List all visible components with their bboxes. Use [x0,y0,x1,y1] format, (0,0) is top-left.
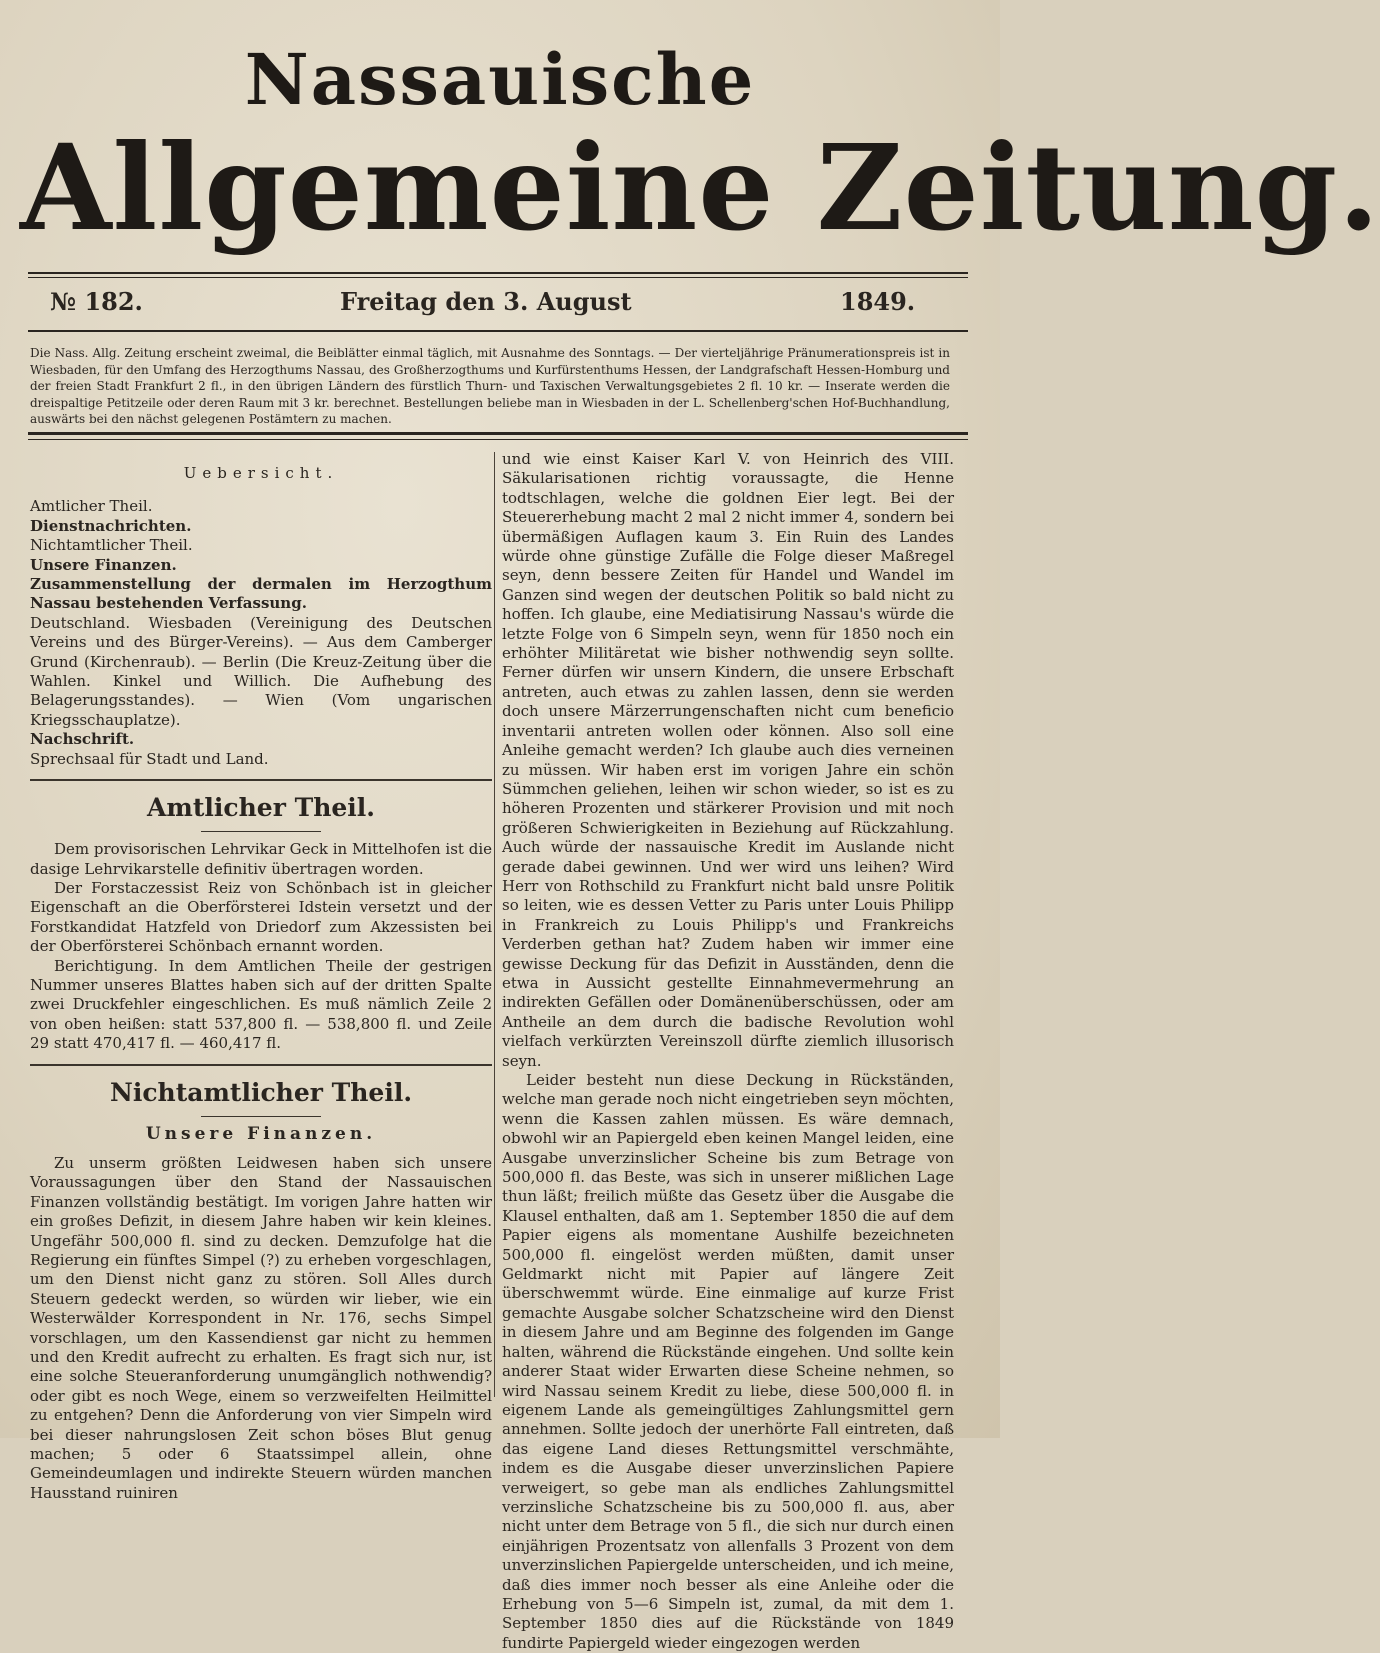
section-rule [30,779,492,781]
issue-date: Freitag den 3. August [340,287,632,316]
issue-year: 1849. [840,287,916,316]
masthead-rule-thin [28,277,968,278]
toc-item: Deutschland. Wiesbaden (Vereinigung des Deutschen Vereins und des Bürger-Vereins). — Aus dem Camberger Grund (Kirchenraub). — Berlin (Die Kreuz-Zeitung über die Wahlen. Kinkel und Willich. Die Aufhebung des Belagerungsstandes). — Wien (Vom ungarischen Kriegsschauplatze). [30,613,492,729]
header-rule-thick [28,432,968,435]
article-paragraph: Leider besteht nun diese Deckung in Rückständen, welche man gerade noch nicht eingetrieben seyn möchten, wenn die Kassen zahlen müssen. Es wäre demnach, obwohl wir an Papiergeld eben keinen Mangel leiden, eine Ausgabe unverzinslicher Scheine bis zum Betrage von 500,000 fl. das Beste, was sich in unserer mißlichen Lage thun läßt; freilich müßte das Gesetz über die Ausgabe die Klausel enthalten, daß am 1. September 1850 die auf dem Papier eigens als momentane Aushilfe bezeichneten 500,000 fl. eingelöst werden müßten, damit unser Geldmarkt nicht mit Papier auf längere Zeit überschwemmt würde. Eine einmalige auf kurze Frist gemachte Ausgabe solcher Schatzscheine wird den Dienst in diesem Jahre und am Beginne des folgenden im Gange halten, während die Rückstände eingehen. Und sollte kein anderer Staat wider Erwarten diese Scheine nehmen, so wird Nassau seinem Kredit zu liebe, diese 500,000 fl. in eigenem Lande als gemeingültiges Zahlungsmittel gern annehmen. Sollte jedoch der unerhörte Fall eintreten, daß das eigene Land dieses Rettungsmittel verschmähte, indem es die Ausgabe dieser unverzinslichen Papiere verweigert, so gebe man als endliches Zahlungsmittel verzinsliche Schatzscheine bis zu 500,000 fl. aus, aber nicht unter dem Betrage von 5 fl., die sich nur durch einen einjährigen Prozentsatz von allenfalls 3 Prozent von dem unverzinslichen Papiergelde unterscheiden, und ich meine, daß dies immer noch besser als eine Anleihe oder die Erhebung von 5—6 Simpeln ist, zumal, da mit dem 1. September 1850 dies auf die Rückstände von 1849 fundirte Papiergeld wieder eingezogen werden [502,1071,954,1652]
short-rule [201,1116,321,1117]
issue-number: № 182. [50,287,143,316]
toc-item: Unsere Finanzen. [30,555,177,574]
masthead-rule-top [28,272,968,274]
article-paragraph: Berichtigung. In dem Amtlichen Theile der gestrigen Nummer unseres Blattes haben sich auf der dritten Spalte zwei Druckfehler eingeschlichen. Es muß nämlich Zeile 2 von oben heißen: statt 537,800 fl. — 538,800 fl. und Zeile 29 statt 470,417 fl. — 460,417 fl. [30,956,492,1053]
dateline-rule [28,330,968,332]
toc-item: Amtlicher Theil. [30,497,153,516]
article-paragraph: und wie einst Kaiser Karl V. von Heinrich des VIII. Säkularisationen richtig voraussagte, die Henne todtschlagen, welche die goldnen Eier legt. Bei der Steuererhebung macht 2 mal 2 nicht immer 4, sondern bei übermäßigen Auflagen kaum 3. Ein Ruin des Landes würde ohne günstige Zufälle die Folge dieser Maßregel seyn, denn bessere Zeiten für Handel und Wandel im Ganzen sind wegen der deutschen Politik so bald nicht zu hoffen. Ich glaube, eine Mediatisirung Nassau's würde die letzte Folge von 6 Simpeln seyn, wenn für 1850 noch ein erhöhter Militäretat wie bisher nothwendig seyn sollte. Ferner dürfen wir unsern Kindern, die unsere Erbschaft antreten, auch etwas zu zahlen lassen, denn sie werden doch unsere Märzerrungenschaften nicht cum beneficio inventarii antreten wollen oder können. Also soll eine Anleihe gemacht werden? Ich glaube auch dies verneinen zu müssen. Wir haben erst im vorigen Jahre ein schön Sümmchen geliehen, leihen wir schon wieder, so ist es zu höheren Prozenten und stärkerer Provision und mit noch größeren Schwierigkeiten in Beziehung auf Rückzahlung. Auch würde der nassauische Kredit im Auslande nicht gerade dabei gewinnen. Und wer wird uns leihen? Wird Herr von Rothschild zu Frankfurt nicht bald unsre Politik so leiten, wie es dessen Vetter zu Paris unter Louis Philipp in Frankreich zu Louis Philipp's und Frankreichs Verderben gethan hat? Zudem haben wir immer eine gewisse Deckung für das Defizit in Ausständen, denn die etwa in Aussicht gestellte Einnahmevermehrung an indirekten Gefällen oder Domänenüberschüssen, oder am Antheile an dem durch die badische Revolution wohl vielfach verkürzten Vereinszoll dürfte ziemlich illusorisch seyn. [502,450,954,1070]
toc-item: Sprechsaal für Stadt und Land. [30,749,269,768]
short-rule [201,831,321,832]
article-heading: Unsere Finanzen. [145,1123,377,1144]
masthead-line1: Nassauische [244,38,756,121]
section-rule [30,1064,492,1066]
right-column [502,450,954,1652]
left-column [30,450,492,1502]
dateline [30,284,930,320]
toc-item: Nichtamtlicher Theil. [30,536,193,555]
column-divider [494,452,495,1397]
toc-item: Nachschrift. [30,730,135,749]
section-heading-nichtamtlich: Nichtamtlicher Theil. [109,1077,413,1107]
header-rule-thin [28,439,968,440]
toc-item: Dienstnachrichten. [30,516,192,535]
section-heading-amtlich: Amtlicher Theil. [147,793,375,823]
masthead-title: Allgemeine Zeitung. [20,118,1380,257]
toc-item: Zusammenstellung der dermalen im Herzogthum Nassau bestehenden Verfassung. [30,575,492,613]
toc-title: Uebersicht. [183,464,339,482]
article-paragraph: Dem provisorischen Lehrvikar Geck in Mittelhofen ist die dasige Lehrvikarstelle definitiv übertragen worden. [30,840,492,878]
article-paragraph: Zu unserm größten Leidwesen haben sich unsere Voraussagungen über den Stand der Nassauischen Finanzen vollständig bestätigt. Im vorigen Jahre hatten wir ein großes Defizit, in diesem Jahre haben wir kein kleines. Ungefähr 500,000 fl. sind zu decken. Demzufolge hat die Regierung ein fünftes Simpel (?) zu erheben vorgeschlagen, um den Dienst nicht ganz zu stören. Soll Alles durch Steuern gedeckt werden, so würden wir lieber, wie ein Westerwälder Korrespondent in Nr. 176, sechs Simpel vorschlagen, um den Kassendienst gar nicht zu hemmen und den Kredit aufrecht zu erhalten. Es fragt sich nur, ist eine solche Steueranforderung unumgänglich nothwendig? oder gibt es noch Wege, einem so verzweifelten Heilmittel zu entgehen? Denn die Anforderung von vier Simpeln wird bei dieser nahrungslosen Zeit schon böses Blut genug machen; 5 oder 6 Staatssimpel allein, ohne Gemeindeumlagen und indirekte Steuern würden manchen Hausstand ruiniren [30,1153,492,1502]
article-paragraph: Der Forstaczessist Reiz von Schönbach ist in gleicher Eigenschaft an die Oberförsterei Idstein versetzt und der Forstkandidat Hatzfeld von Driedorf zum Akzessisten bei der Oberförsterei Schönbach ernannt worden. [30,878,492,956]
subscription-notice: Die Nass. Allg. Zeitung erscheint zweimal, die Beiblätter einmal täglich, mit Ausnahme des Sonntags. — Der vierteljährige Pränumerationspreis ist in Wiesbaden, für den Umfang des Herzogthums Nassau, des Großherzogthums und Kurfürstenthums Hessen, der Landgrafschaft Hessen-Homburg und der freien Stadt Frankfurt 2 fl., in den übrigen Ländern des fürstlich Thurn- und Taxischen Verwaltungsgebietes 2 fl. 10 kr. — Inserate werden die dreispaltige Petitzeile oder deren Raum mit 3 kr. berechnet. Bestellungen beliebe man in Wiesbaden in der L. Schellenberg'schen Hof-Buchhandlung, auswärts bei den nächst gelegenen Postämtern zu machen. [30,346,950,426]
